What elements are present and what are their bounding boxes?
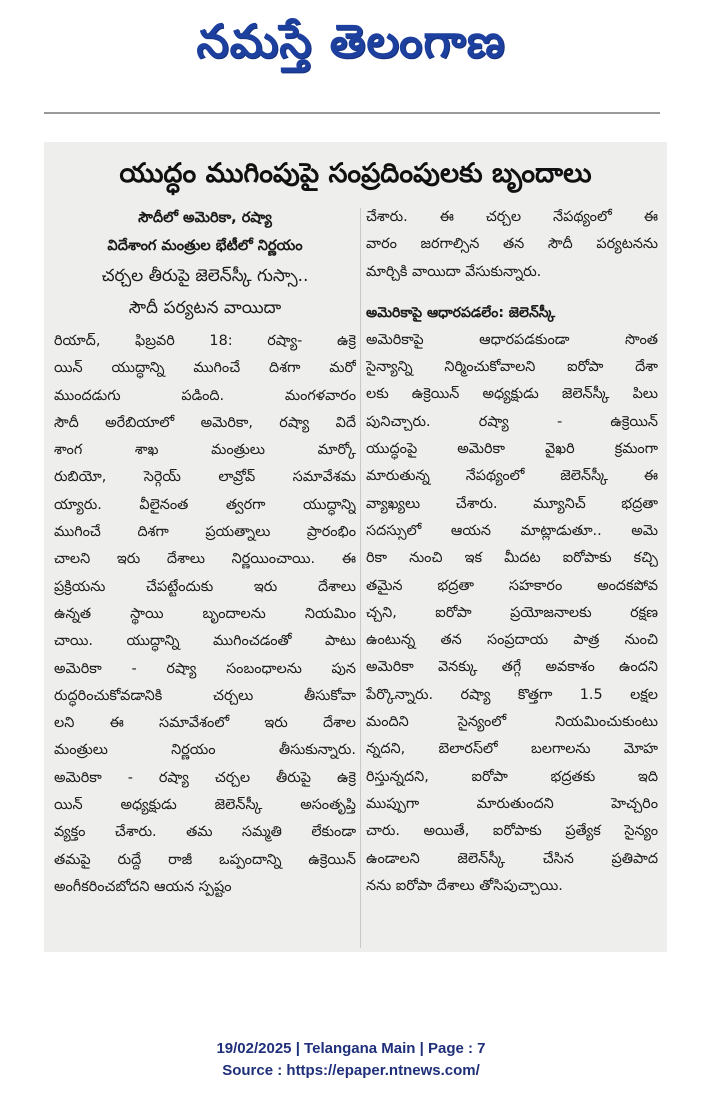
- text-line: సదస్సులో ఆయన మాట్లాడుతూ.. అమె: [366, 522, 658, 539]
- article-left-column: [54, 204, 356, 901]
- right-body-text-top: [366, 204, 658, 286]
- text-line: చ్చని, ఐరోపా ప్రయోజనాలకు రక్షణ: [366, 604, 658, 621]
- left-body-text: [54, 328, 356, 901]
- masthead-divider: [44, 112, 660, 114]
- text-line: మంత్రులు నిర్ణయం తీసుకున్నారు.: [54, 742, 356, 759]
- text-line: వారం జరగాల్సిన తన సౌదీ పర్యటనను: [366, 236, 658, 253]
- text-line: న్నదని, బెలారస్‌లో బలగాలను మోహ: [366, 741, 658, 758]
- masthead: [0, 6, 702, 76]
- text-line: ముగించే దిశగా ప్రయత్నాలు ప్రారంభిం: [54, 524, 356, 541]
- text-line: రిస్తున్నదని, ఐరోపా భద్రతకు ఇది: [366, 768, 658, 785]
- text-line: అమెరికా వెనక్కు తగ్గే అవకాశం ఉందని: [366, 659, 658, 676]
- text-line: చేశారు. ఈ చర్చల నేపథ్యంలో ఈ: [366, 209, 658, 225]
- text-line: ఉన్నత స్థాయి బృందాలను నియమిం: [54, 605, 356, 622]
- text-line: ఉంటున్న తన సంప్రదాయ పాత్ర నుంచి: [366, 632, 658, 649]
- text-line: రుద్ధరించుకోవడానికి చర్చలు తీసుకోవా: [54, 687, 356, 704]
- text-line: యిన్ అధ్యక్షుడు జెలెన్‌స్కీ అసంతృప్తి: [54, 797, 356, 814]
- text-line: అమెరికా - రష్యా సంబంధాలను పున: [54, 660, 356, 677]
- text-line: ముప్పుగా మారుతుందని హెచ్చరిం: [366, 795, 658, 812]
- footer-source: Source : https://epaper.ntnews.com/: [222, 1062, 480, 1079]
- newspaper-logo: నమస్తే తెలంగాణ: [196, 14, 506, 68]
- text-line: పునిచ్చారు. రష్యా - ఉక్రెయిన్: [366, 413, 658, 430]
- subhead-1: సౌదీలో అమెరికా, రష్యా: [138, 210, 272, 226]
- text-line: ముందడుగు పడింది. మంగళవారం: [54, 387, 356, 404]
- text-line: వ్యక్తం చేశారు. తమ సమ్మతి లేకుండా: [54, 824, 356, 841]
- text-line: య్యారు. వీలైనంత త్వరగా యుద్ధాన్ని: [54, 496, 356, 513]
- right-subhead: అమెరికాపై ఆధారపడలేం: జెలెన్‌స్కీ: [366, 304, 556, 321]
- footer-date-info: 19/02/2025 | Telangana Main | Page : 7: [216, 1040, 486, 1057]
- text-line: అమెరికా - రష్యా చర్చల తీరుపై ఉక్రె: [54, 769, 356, 786]
- subhead-3: చర్చల తీరుపై జెలెన్‌స్కీ గుస్సా..: [101, 266, 309, 286]
- article-headline: యుద్ధం ముగింపుపై సంప్రదింపులకు బృందాలు: [119, 158, 592, 189]
- text-line: పేర్కొన్నారు. రష్యా కొత్తగా 1.5 లక్షల: [366, 686, 658, 703]
- text-line: రియాద్, ఫిబ్రవరి 18: రష్యా- ఉక్రె: [54, 333, 356, 349]
- text-line: రుబియో, సెర్గెయ్ లావ్రోవ్ సమావేశమ: [54, 469, 356, 486]
- column-divider: [360, 208, 361, 948]
- text-line: నను ఐరోపా దేశాలు తోసిపుచ్చాయి.: [366, 877, 563, 894]
- text-line: ఉండాలని జెలెన్‌స్కీ చేసిన ప్రతిపాద: [366, 850, 658, 867]
- text-line: యిన్ యుద్ధాన్ని ముగించే దిశగా మరో: [54, 360, 356, 377]
- text-line: లని ఈ సమావేశంలో ఇరు దేశాల: [54, 715, 356, 732]
- text-line: మారుతున్న నేపథ్యంలో జెలెన్‌స్కీ ఈ: [366, 468, 658, 485]
- text-line: సైన్యాన్ని నిర్మించుకోవాలని ఐరోపా దేశా: [366, 359, 658, 376]
- text-line: అమెరికాపై ఆధారపడకుండా సొంత: [366, 331, 658, 348]
- text-line: చాలని ఇరు దేశాలు నిర్ణయించాయి. ఈ: [54, 551, 356, 568]
- text-line: ప్రక్రియను చేపట్టేందుకు ఇరు దేశాలు: [54, 578, 356, 595]
- text-line: శాంగ శాఖ మంత్రులు మార్కో: [54, 442, 356, 459]
- text-line: యుద్ధంపై అమెరికా వైఖరి క్రమంగా: [366, 441, 658, 458]
- article-clipping: [44, 142, 667, 952]
- right-body-text: [366, 327, 658, 900]
- text-line: లకు ఉక్రెయిన్ అధ్యక్షుడు జెలెన్‌స్కీ పిలు: [366, 386, 658, 403]
- text-line: రికా నుంచి ఇక మీదట ఐరోపాకు కచ్చి: [366, 550, 658, 567]
- text-line: మార్చికి వాయిదా వేసుకున్నారు.: [366, 263, 542, 280]
- text-line: సౌదీ అరేబియాలో అమెరికా, రష్యా విదే: [54, 414, 356, 431]
- text-line: తమైన భద్రతా సహకారం అందకపోవ: [366, 577, 658, 594]
- subhead-4: సౌదీ పర్యటన వాయిదా: [128, 298, 282, 318]
- subhead-2: విదేశాంగ మంత్రుల భేటీలో నిర్ణయం: [107, 238, 303, 254]
- text-line: చారు. అయితే, ఐరోపాకు ప్రత్యేక సైన్యం: [366, 823, 658, 840]
- text-line: తమపై రుద్దే రాజీ ఒప్పందాన్ని ఉక్రెయిన్: [54, 851, 356, 868]
- text-line: మందిని సైన్యంలో నియమించుకుంటు: [366, 714, 658, 731]
- article-right-column: [366, 204, 658, 900]
- text-line: చాయి. యుద్ధాన్ని ముగించడంతో పాటు: [54, 633, 356, 650]
- text-line: వ్యాఖ్యలు చేశారు. మ్యూనిచ్ భద్రతా: [366, 495, 658, 512]
- text-line: అంగీకరించబోదని ఆయన స్పష్టం: [54, 878, 232, 895]
